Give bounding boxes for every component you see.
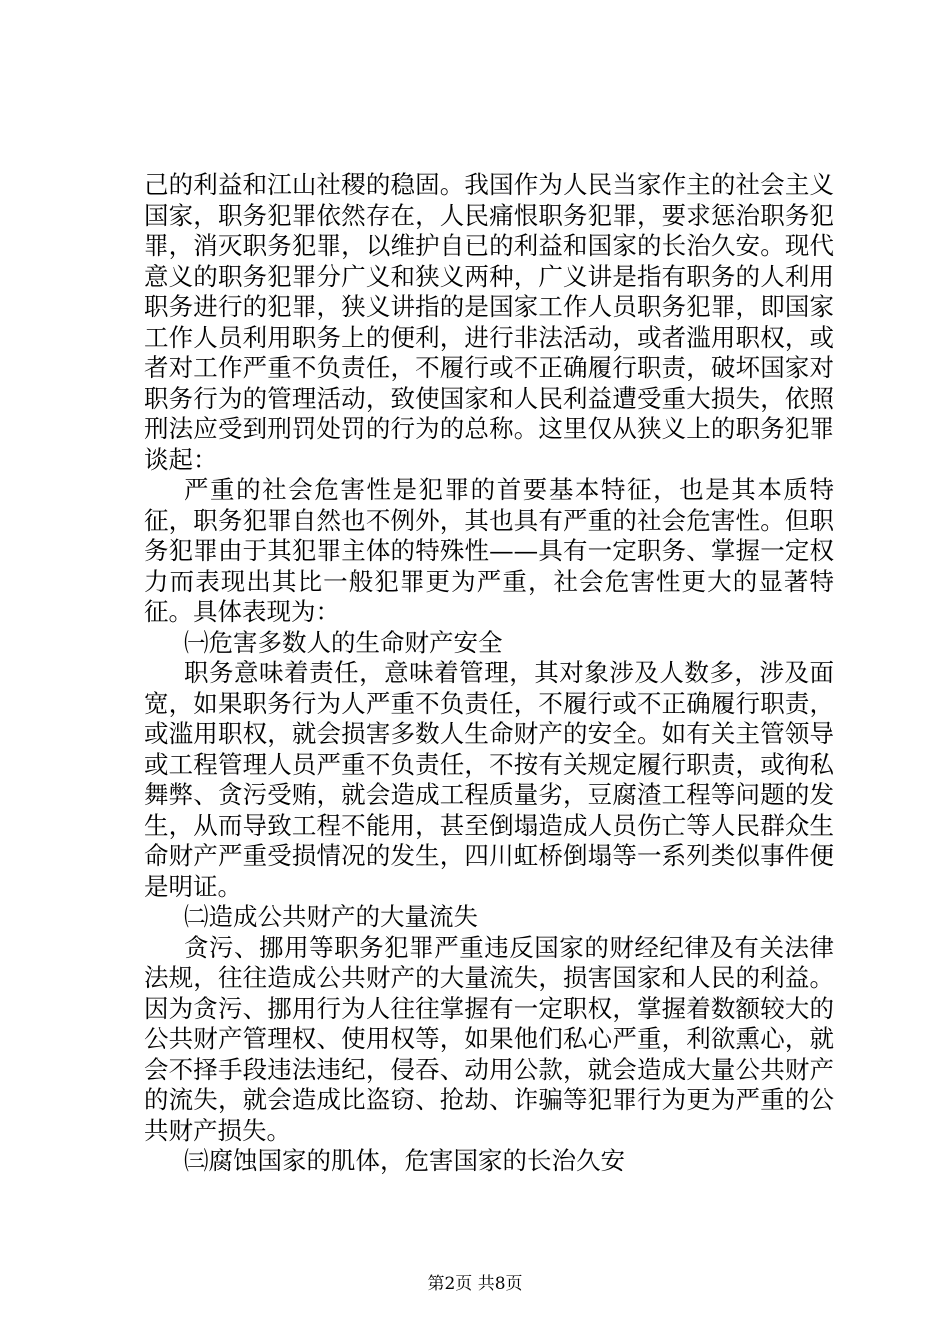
section-heading-2: ㈡造成公共财产的大量流失 [184, 902, 478, 931]
section-heading-1: ㈠危害多数人的生命财产安全 [184, 627, 503, 657]
page-footer: 第2页 共8页 [427, 1274, 523, 1294]
paragraph-1: 己的利益和江山社稷的稳固。我国作为人民当家作主的社会主义国家，职务犯罪依然存在，人民痛恨职务犯罪，要求惩治职务犯罪，消灭职务犯罪，以维护自已的利益和国家的长治久安。现代意义的职务犯罪分广义和狭义两种，广义讲是指有职务的人利用职务进行的犯罪，狭义讲指的是国家工作人员职务犯罪，即国家工作人员利用职务上的便利，进行非法活动，或者滥用职权，或者对工作严重不负责任，不履行或不正确履行职责，破坏国家对职务行为的管理活动，致使国家和人民利益遭受重大损失，依照刑法应受到刑罚处罚的行为的总称。这里仅从狭义上的职务犯罪谈起： [144, 170, 834, 474]
section-heading-3: ㈢腐蚀国家的肌体，危害国家的长治久安 [184, 1146, 625, 1175]
paragraph-4: 贪污、挪用等职务犯罪严重违反国家的财经纪律及有关法律法规，往往造成公共财产的大量流失，损害国家和人民的利益。因为贪污、挪用行为人往往掌握有一定职权，掌握着数额较大的公共财产管理权、使用权等，如果他们私心严重，利欲熏心，就会不择手段违法违纪，侵吞、动用公款，就会造成大量公共财产的流失，就会造成比盗窃、抢劫、诈骗等犯罪行为更为严重的公共财产损失。 [144, 932, 834, 1145]
paragraph-2: 严重的社会危害性是犯罪的首要基本特征，也是其本质特征，职务犯罪自然也不例外，其也具有严重的社会危害性。但职务犯罪由于其犯罪主体的特殊性——具有一定职务、掌握一定权力而表现出其比一般犯罪更为严重，社会危害性更大的显著特征。具体表现为： [144, 475, 834, 626]
document-body [144, 170, 834, 1177]
paragraph-3: 职务意味着责任，意味着管理，其对象涉及人数多，涉及面宽，如果职务行为人严重不负责任，不履行或不正确履行职责，或滥用职权，就会损害多数人生命财产的安全。如有关主管领导或工程管理人员严重不负责任，不按有关规定履行职责，或徇私舞弊、贪污受贿，就会造成工程质量劣，豆腐渣工程等问题的发生，从而导致工程不能用，甚至倒塌造成人员伤亡等人民群众生命财产严重受损情况的发生，四川虹桥倒塌等一系列类似事件便是明证。 [144, 658, 834, 901]
